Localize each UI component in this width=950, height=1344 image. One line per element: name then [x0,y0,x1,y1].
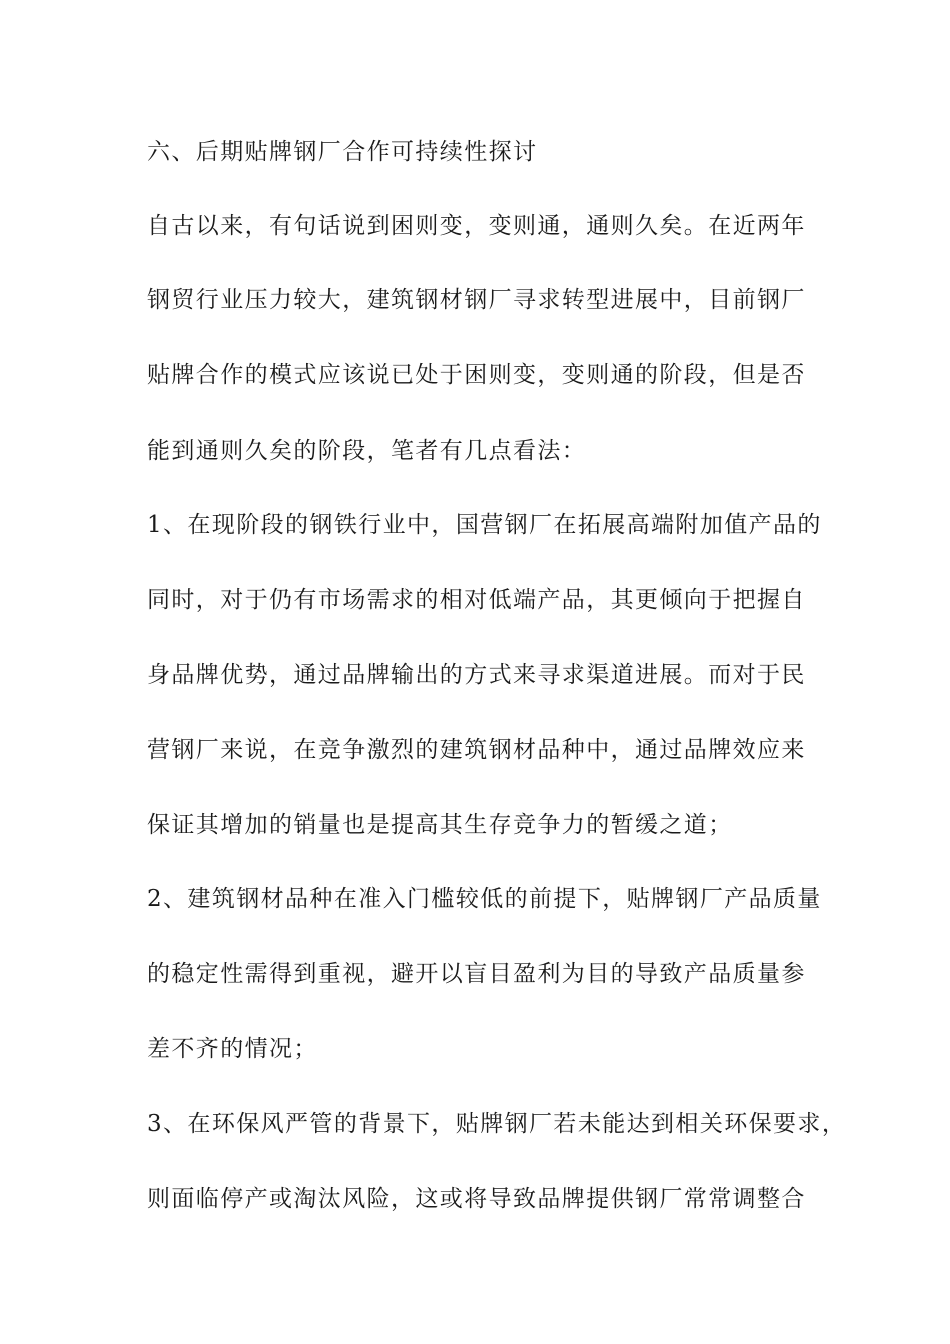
text-line: 差不齐的情况； [147,1036,318,1062]
text-line: 则面临停产或淘汰风险，这或将导致品牌提供钢厂常常调整合 [147,1186,806,1212]
text-line: 身品牌优势，通过品牌输出的方式来寻求渠道进展。而对于民 [147,662,806,688]
text-line: 同时，对于仍有市场需求的相对低端产品，其更倾向于把握自 [147,587,806,613]
text-line: 的稳定性需得到重视，避开以盲目盈利为目的导致产品质量参 [147,961,806,987]
text-line: 保证其增加的销量也是提高其生存竞争力的暂缓之道； [147,812,733,838]
text-line: 能到通则久矣的阶段，笔者有几点看法： [147,438,587,464]
text-line: 贴牌合作的模式应该说已处于困则变，变则通的阶段，但是否 [147,362,806,388]
text-line: 1、在现阶段的钢铁行业中，国营钢厂在拓展高端附加值产品的 [147,512,822,538]
text-line: 营钢厂来说，在竞争激烈的建筑钢材品种中，通过品牌效应来 [147,737,806,763]
text-line: 2、建筑钢材品种在准入门槛较低的前提下，贴牌钢厂产品质量 [147,886,822,912]
text-line: 自古以来，有句话说到困则变，变则通，通则久矣。在近两年 [147,213,806,239]
text-line: 3、在环保风严管的背景下，贴牌钢厂若未能达到相关环保要求， [147,1111,847,1137]
text-line: 钢贸行业压力较大，建筑钢材钢厂寻求转型进展中，目前钢厂 [147,287,806,313]
section-heading: 六、后期贴牌钢厂合作可持续性探讨 [147,139,538,165]
